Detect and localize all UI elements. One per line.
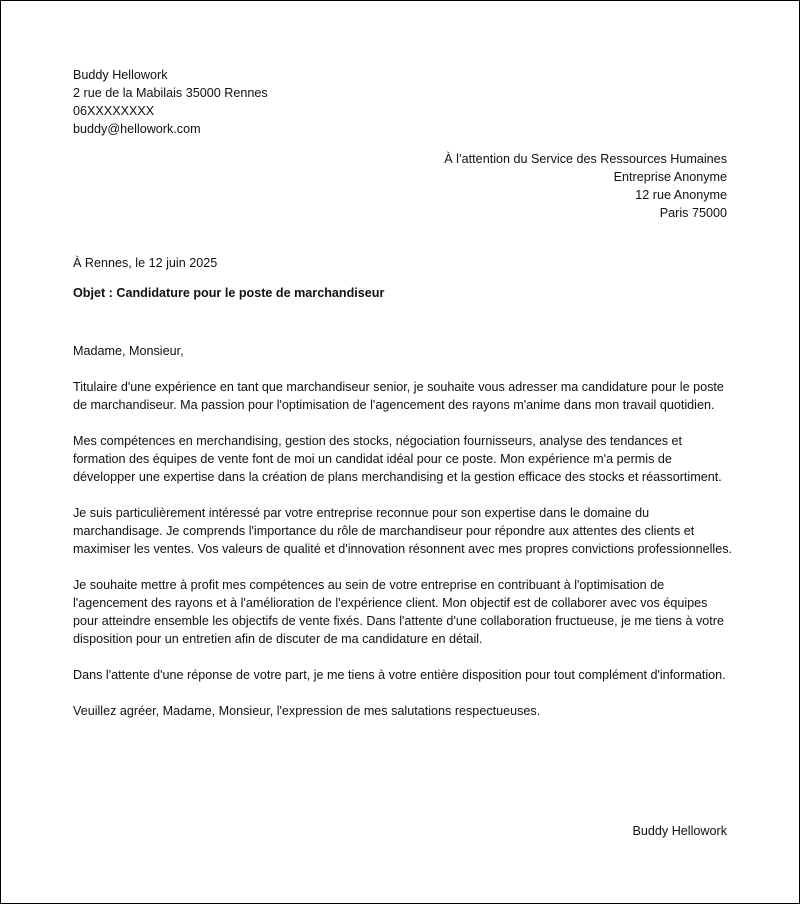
recipient-attention: À l’attention du Service des Ressources Humaines: [444, 152, 727, 166]
paragraph: Je suis particulièrement intéressé par votre entreprise reconnue pour son expertise dans le domaine du marchandisage. Je comprends l'importance du rôle de marchandiseur pour répondre aux attentes des clients et maximiser les ventes. Vos valeurs de qualité et d'innovation résonnent avec mes propres convictions professionnelles.: [73, 506, 733, 556]
date-line: À Rennes, le 12 juin 2025: [73, 256, 218, 270]
sender-address: 2 rue de la Mabilais 35000 Rennes: [73, 86, 268, 100]
paragraph: Je souhaite mettre à profit mes compétences au sein de votre entreprise en contribuant à l'optimisation de l'agencement des rayons et à l'amélioration de l'expérience client. Mon objectif est de collaborer avec vos équipes pour atteindre ensemble les objectifs de vente fixés. Dans l'attente d'une collaboration fructueuse, je me tiens à votre disposition pour un entretien afin de discuter de ma candidature en détail.: [73, 578, 724, 646]
paragraph: Mes compétences en merchandising, gestion des stocks, négociation fournisseurs, analyse des tendances et formation des équipes de vente font de moi un candidat idéal pour ce poste. Mon expérience m'a permis de développer une expertise dans la création de plans merchandising et la gestion efficace des stocks et réassortiment.: [73, 434, 722, 484]
recipient-street: 12 rue Anonyme: [635, 188, 727, 202]
sender-phone: 06XXXXXXXX: [73, 104, 155, 118]
recipient-block: [444, 150, 727, 222]
letter-body: [73, 342, 733, 738]
sender-name: Buddy Hellowork: [73, 68, 168, 82]
paragraph: Dans l'attente d'une réponse de votre part, je me tiens à votre entière disposition pour tout complément d'information.: [73, 668, 726, 682]
recipient-company: Entreprise Anonyme: [613, 170, 727, 184]
paragraph: Titulaire d'une expérience en tant que marchandiseur senior, je souhaite vous adresser ma candidature pour le poste de marchandiseur. Ma passion pour l'optimisation de l'agencement des rayons m'anime dans mon travail quotidien.: [73, 380, 724, 412]
closing: Veuillez agréer, Madame, Monsieur, l'expression de mes salutations respectueuses.: [73, 704, 541, 718]
signature: Buddy Hellowork: [632, 824, 727, 838]
sender-block: [73, 66, 268, 138]
subject-line: Objet : Candidature pour le poste de marchandiseur: [73, 286, 385, 300]
sender-email: buddy@hellowork.com: [73, 122, 201, 136]
recipient-city: Paris 75000: [659, 206, 727, 220]
salutation: Madame, Monsieur,: [73, 344, 184, 358]
